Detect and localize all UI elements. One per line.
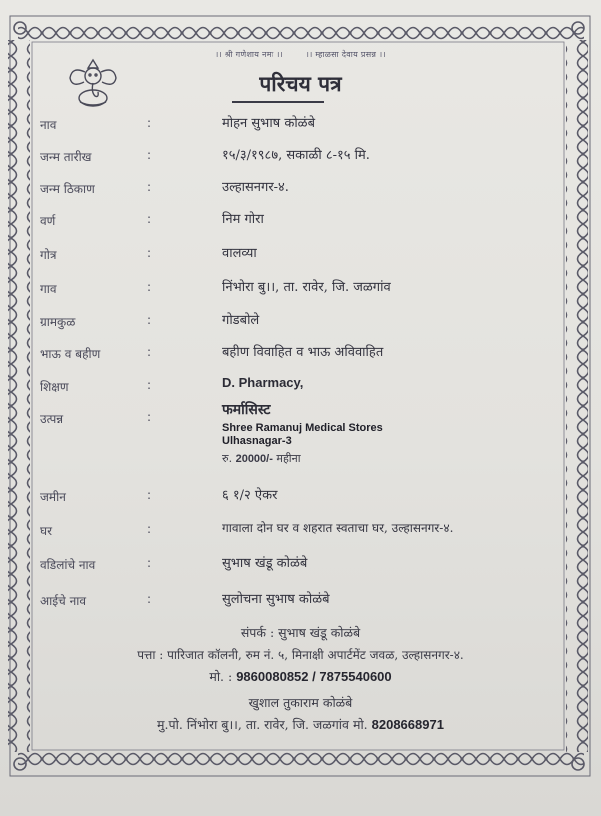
occupation-block (222, 400, 383, 466)
detail-row-education (0, 375, 601, 400)
detail-value: सुलोचना सुभाष कोळंबे (222, 592, 330, 607)
detail-label: जन्म ठिकाण (40, 182, 95, 196)
invocation-right: ।। म्हाळसा देवाय प्रसन्न ।। (305, 50, 386, 59)
detail-label: वर्ण (40, 214, 56, 228)
detail-colon: : (147, 488, 152, 502)
occupation-salary (222, 451, 383, 466)
detail-value: गावाला दोन घर व शहरात स्वताचा घर, उल्हासनगर-४. (222, 521, 454, 535)
detail-value: मोहन सुभाष कोळंबे (222, 116, 315, 131)
detail-label: वडिलांचे नाव (40, 558, 96, 572)
detail-row-complexion (0, 212, 601, 234)
detail-row-land (0, 488, 601, 510)
detail-value: वालव्या (222, 246, 257, 261)
occupation-title: फर्मासिस्ट (222, 402, 271, 418)
detail-label: ग्रामकुळ (40, 315, 76, 329)
salary-amount: 20000/- (235, 453, 273, 465)
detail-row-father (0, 556, 601, 578)
phone-numbers: 9860080852 / 7875540600 (236, 669, 392, 684)
occupation-store: Shree Ramanuj Medical Stores (222, 422, 383, 434)
detail-label: गाव (40, 282, 57, 296)
detail-label: जन्म तारीख (40, 150, 92, 164)
contact-relative: खुशाल तुकाराम कोळंबे (248, 695, 353, 710)
contact-person: संपर्क : सुभाष खंडू कोळंबे (240, 625, 361, 640)
detail-colon: : (147, 522, 152, 536)
detail-value: सुभाष खंडू कोळंबे (222, 556, 308, 571)
detail-label: नाव (40, 118, 57, 132)
title-underline (232, 101, 324, 103)
detail-row-mother (0, 592, 601, 614)
contact-phones (0, 668, 601, 685)
detail-row-birthdate (0, 148, 601, 170)
page-title: परिचय पत्र (259, 71, 342, 96)
detail-colon: : (147, 116, 152, 130)
detail-label: आईचे नाव (40, 594, 87, 608)
detail-value: D. Pharmacy, (222, 375, 304, 390)
detail-row-village (0, 280, 601, 302)
invocation-left: ।। श्री गणेशाय नमः ।। (215, 50, 284, 59)
occupation-city: Ulhasnagar-3 (222, 435, 292, 447)
contact-relative-address (0, 716, 601, 733)
detail-colon: : (147, 378, 152, 392)
relative-phone: 8208668971 (371, 717, 444, 732)
detail-label: जमीन (40, 490, 66, 504)
detail-colon: : (147, 280, 152, 294)
detail-label: भाऊ व बहीण (40, 347, 101, 361)
detail-row-name (0, 116, 601, 138)
salary-prefix: रु. (222, 452, 233, 465)
detail-label: शिक्षण (40, 380, 69, 394)
detail-value: ६ १/२ ऐकर (222, 488, 278, 503)
contact-address: पत्ता : पारिजात कॉलनी, रुम नं. ५, मिनाक्षी अपार्टमेंट जवळ, उल्हासनगर-४. (137, 648, 464, 662)
detail-row-birthplace (0, 180, 601, 202)
detail-label: गोत्र (40, 248, 57, 262)
detail-colon: : (147, 313, 152, 327)
detail-value: उल्हासनगर-४. (222, 180, 289, 195)
detail-label: उत्पन्न (40, 412, 64, 426)
detail-row-clan (0, 313, 601, 335)
detail-value: गोडबोले (222, 313, 260, 328)
detail-value: १५/३/१९८७, सकाळी ८-१५ मि. (222, 148, 370, 163)
detail-colon: : (147, 212, 152, 226)
detail-colon: : (147, 556, 152, 570)
detail-colon: : (147, 246, 152, 260)
detail-row-house (0, 522, 601, 544)
detail-value: निम गोरा (222, 212, 264, 227)
detail-row-gotra (0, 246, 601, 268)
phone-label: मो. : (209, 669, 233, 684)
detail-colon: : (147, 410, 152, 424)
detail-value: निंभोरा बु।।, ता. रावेर, जि. जळगांव (222, 280, 391, 295)
detail-colon: : (147, 148, 152, 162)
detail-value: बहीण विवाहित व भाऊ अविवाहित (222, 345, 384, 360)
detail-colon: : (147, 345, 152, 359)
relative-address-text: मु.पो. निंभोरा बु।।, ता. रावेर, जि. जळगांव मो. (157, 717, 368, 732)
salary-suffix: महीना (276, 452, 301, 465)
detail-label: घर (40, 524, 53, 538)
detail-colon: : (147, 592, 152, 606)
detail-row-siblings (0, 345, 601, 367)
detail-colon: : (147, 180, 152, 194)
